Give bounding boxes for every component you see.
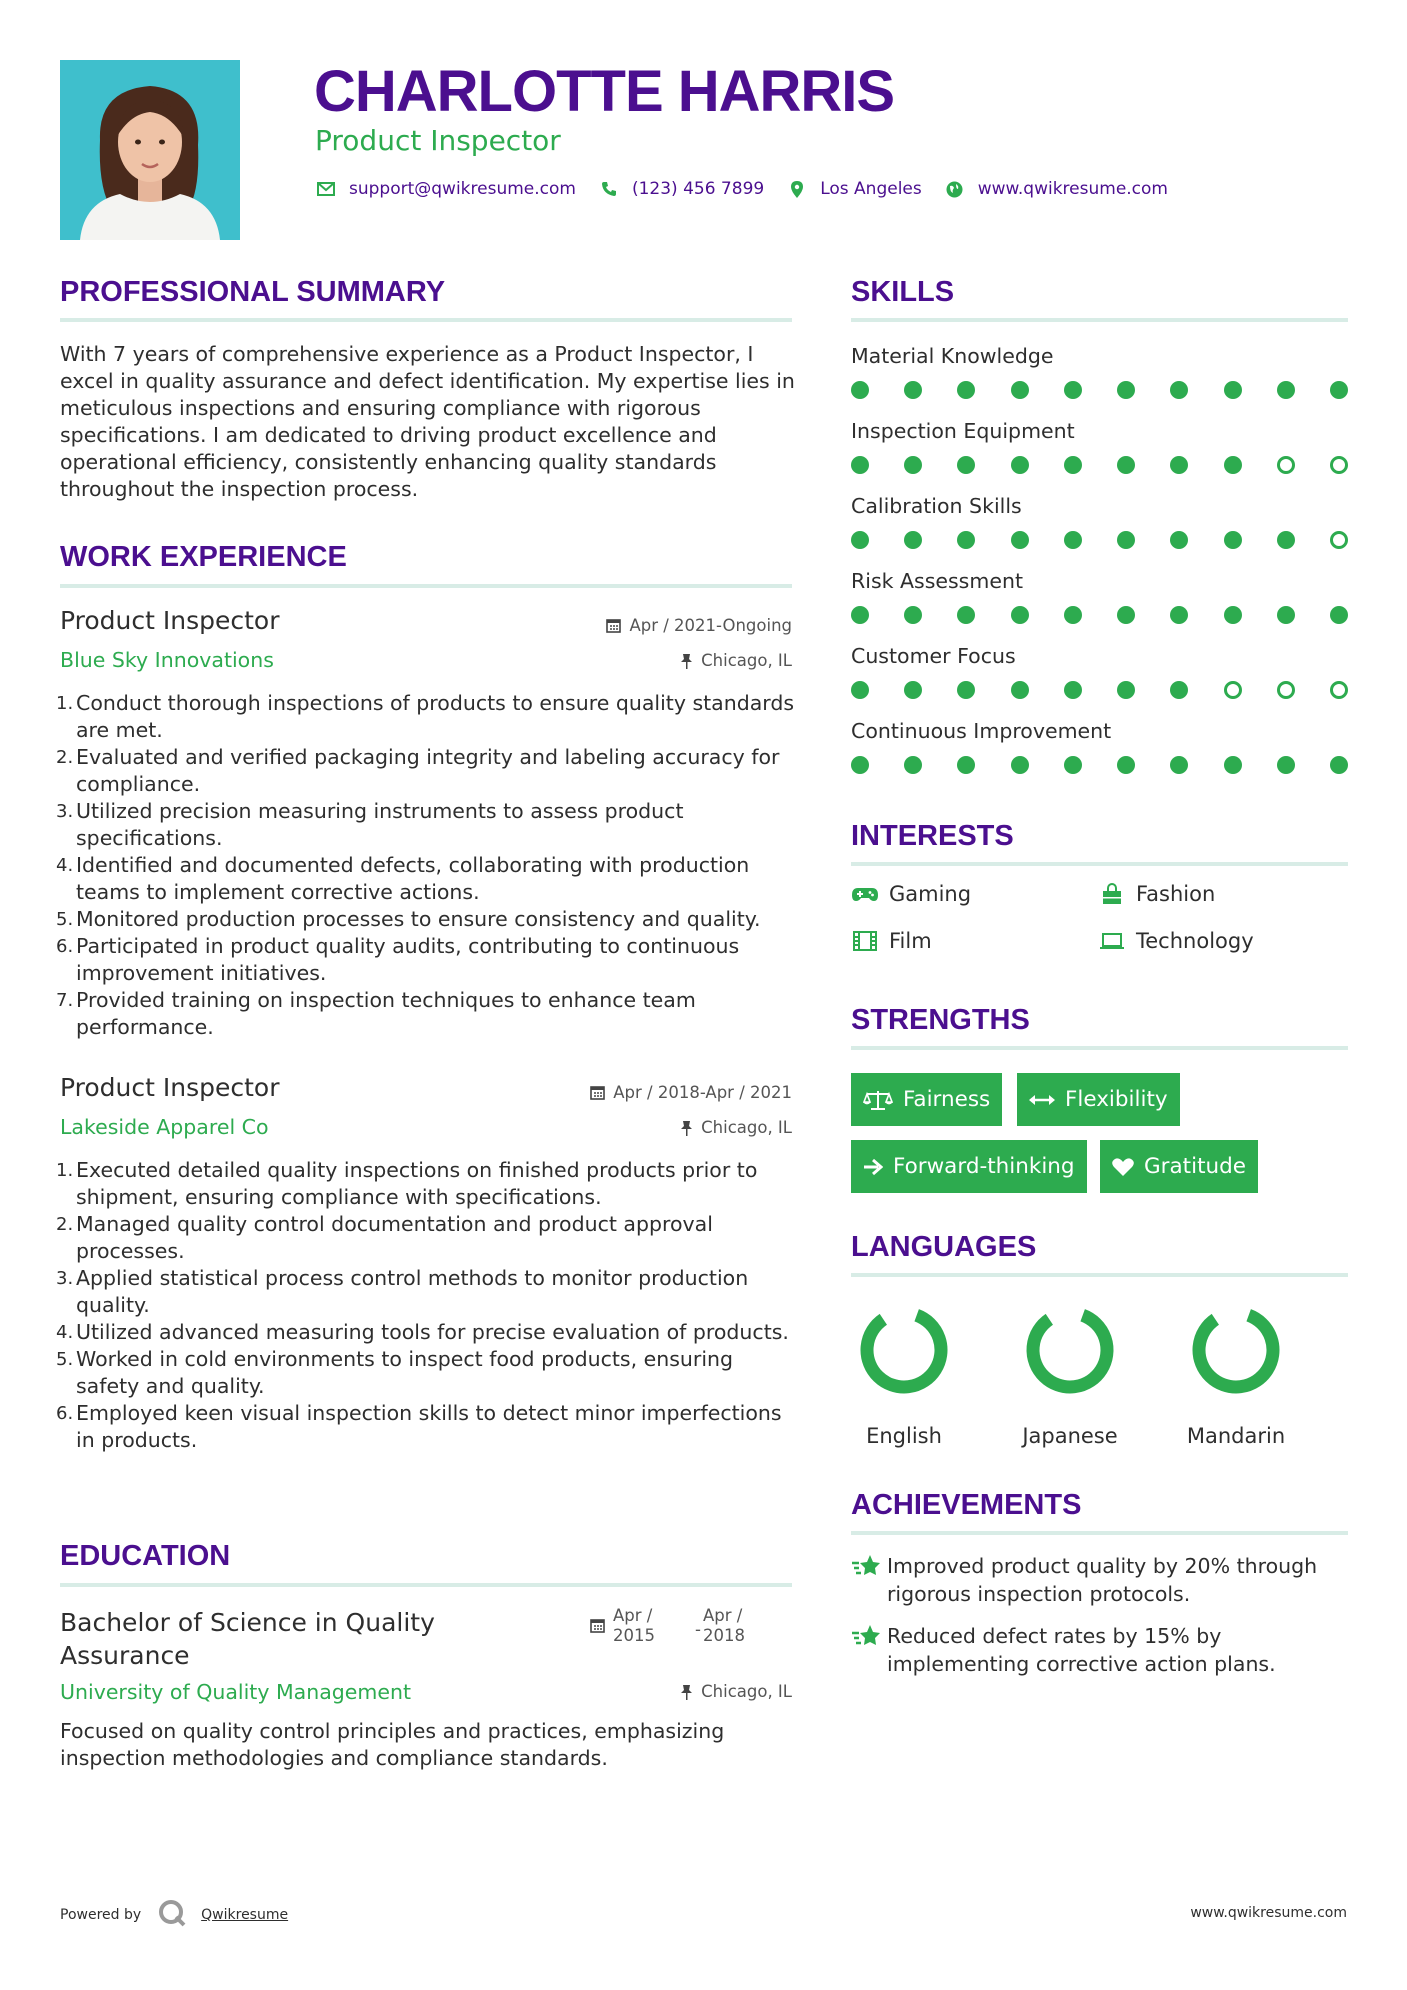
education-dates — [590, 1606, 745, 1646]
job-duties — [58, 690, 798, 1041]
rating-dot-filled — [1011, 456, 1029, 474]
rating-dot-empty — [1277, 456, 1295, 474]
rating-dot-filled — [1117, 756, 1135, 774]
achievement-item — [851, 1622, 1341, 1678]
job-dates-text: Apr / 2021-Ongoing — [629, 616, 792, 635]
date-separator: - — [695, 1620, 701, 1639]
education-end-year: 2018 — [702, 1626, 745, 1645]
rating-dot-filled — [957, 606, 975, 624]
skill-name: Continuous Improvement — [851, 719, 1112, 743]
qwikresume-logo-icon — [157, 1898, 187, 1932]
brand-link[interactable]: Qwikresume — [201, 1907, 289, 1923]
skill-rating — [851, 606, 1348, 624]
arrow-right-icon — [863, 1158, 883, 1176]
strength-chip-fairness — [851, 1073, 1002, 1126]
strength-chip-forward-thinking — [851, 1140, 1087, 1193]
job-location — [680, 1118, 792, 1137]
strength-label: Fairness — [903, 1087, 991, 1112]
rating-dot-filled — [1011, 681, 1029, 699]
language-name: Mandarin — [1186, 1424, 1286, 1448]
degree-title: Bachelor of Science in Quality Assurance — [60, 1608, 435, 1670]
language-name: English — [866, 1424, 942, 1448]
duty-item: 4. Identified and documented defects, collaborating with production teams to implement corrective actions. — [56, 853, 750, 904]
education-description: Focused on quality control principles and practices, emphasizing inspection methodologies and compliance standards. — [60, 1719, 725, 1770]
education-start-month: Apr / — [613, 1606, 653, 1625]
powered-by-text: Powered by — [60, 1907, 142, 1923]
rating-dot-filled — [1117, 456, 1135, 474]
interest-technology — [1098, 929, 1254, 953]
education-start-year: 2015 — [613, 1626, 655, 1645]
achievement-item — [851, 1552, 1341, 1608]
rating-dot-filled — [1064, 381, 1082, 399]
experience-divider — [60, 584, 792, 588]
rating-dot-filled — [851, 531, 869, 549]
rating-dot-filled — [1277, 381, 1295, 399]
calendar-icon — [590, 1085, 605, 1100]
skill-rating — [851, 756, 1348, 774]
calendar-icon — [590, 1618, 605, 1633]
language-item — [834, 1300, 974, 1448]
rating-dot-filled — [1277, 531, 1295, 549]
company-name: Blue Sky Innovations — [60, 648, 274, 672]
rating-dot-filled — [1064, 681, 1082, 699]
rating-dot-filled — [904, 756, 922, 774]
interest-label: Fashion — [1136, 882, 1216, 906]
interest-label: Film — [889, 929, 932, 953]
duty-item: 2. Evaluated and verified packaging integrity and labeling accuracy for compliance. — [56, 745, 780, 796]
duty-item: 1. Executed detailed quality inspections on finished products prior to shipment, ensuring compliance with specifications. — [56, 1158, 758, 1209]
job-dates — [606, 616, 792, 635]
achievement-text: Improved product quality by 20% through rigorous inspection protocols. — [887, 1554, 1318, 1606]
language-proficiency-ring — [854, 1300, 954, 1400]
rating-dot-filled — [904, 531, 922, 549]
interests-heading: INTERESTS — [851, 820, 1014, 852]
rating-dot-filled — [851, 681, 869, 699]
education-location-text: Chicago, IL — [701, 1682, 792, 1701]
job-title: Product Inspector — [60, 606, 280, 635]
rating-dot-filled — [1170, 456, 1188, 474]
rating-dot-filled — [1224, 381, 1242, 399]
phone-icon — [598, 178, 620, 200]
rating-dot-filled — [1170, 531, 1188, 549]
languages-heading: LANGUAGES — [851, 1231, 1037, 1263]
language-item — [1000, 1300, 1140, 1448]
rating-dot-empty — [1330, 456, 1348, 474]
rating-dot-filled — [957, 681, 975, 699]
rating-dot-filled — [957, 756, 975, 774]
rating-dot-filled — [1224, 531, 1242, 549]
balance-scale-icon — [863, 1089, 893, 1111]
rating-dot-filled — [1064, 606, 1082, 624]
rating-dot-filled — [1170, 606, 1188, 624]
website-text: www.qwikresume.com — [977, 179, 1168, 199]
education-end-month: Apr / — [702, 1606, 743, 1625]
rating-dot-filled — [904, 456, 922, 474]
job-title: Product Inspector — [60, 1073, 280, 1102]
job-location — [680, 651, 792, 670]
duty-item: 7. Provided training on inspection techniques to enhance team performance. — [56, 988, 696, 1039]
rating-dot-filled — [1224, 606, 1242, 624]
skill-name: Customer Focus — [851, 644, 1016, 668]
duty-item: 2. Managed quality control documentation and product approval processes. — [56, 1212, 713, 1263]
rating-dot-filled — [904, 381, 922, 399]
language-proficiency-arc — [867, 1315, 941, 1387]
location-text: Los Angeles — [820, 179, 922, 199]
rating-dot-filled — [1117, 381, 1135, 399]
candidate-title: Product Inspector — [315, 124, 561, 157]
contact-website[interactable] — [944, 178, 1168, 200]
rating-dot-filled — [1117, 606, 1135, 624]
film-icon — [851, 930, 879, 952]
skill-rating — [851, 531, 1348, 549]
interest-label: Gaming — [889, 882, 972, 906]
skill-rating — [851, 381, 1348, 399]
rating-dot-filled — [957, 381, 975, 399]
skill-name: Calibration Skills — [851, 494, 1022, 518]
skill-rating — [851, 456, 1348, 474]
contact-email[interactable] — [315, 178, 576, 200]
pushpin-icon — [680, 1120, 693, 1136]
rating-dot-filled — [1330, 606, 1348, 624]
interest-label: Technology — [1136, 929, 1254, 953]
duty-item: 3. Utilized precision measuring instruments to assess product specifications. — [56, 799, 684, 850]
skill-name: Risk Assessment — [851, 569, 1023, 593]
strength-chip-gratitude — [1100, 1140, 1258, 1193]
skill-name: Material Knowledge — [851, 344, 1054, 368]
contact-phone[interactable] — [598, 178, 764, 200]
skill-name: Inspection Equipment — [851, 419, 1075, 443]
interest-fashion — [1098, 882, 1215, 906]
experience-heading: WORK EXPERIENCE — [60, 541, 347, 573]
duty-item: 3. Applied statistical process control methods to monitor production quality. — [56, 1266, 749, 1317]
calendar-icon — [606, 618, 621, 633]
strength-chip-flexibility — [1017, 1073, 1180, 1126]
interest-film — [851, 929, 932, 953]
rating-dot-filled — [1117, 531, 1135, 549]
envelope-icon — [315, 178, 337, 200]
summary-divider — [60, 318, 792, 322]
rating-dot-filled — [1224, 456, 1242, 474]
rating-dot-empty — [1330, 681, 1348, 699]
contact-location — [786, 178, 922, 200]
rating-dot-filled — [1011, 381, 1029, 399]
pushpin-icon — [680, 653, 693, 669]
skills-heading: SKILLS — [851, 276, 955, 308]
rating-dot-filled — [1277, 756, 1295, 774]
rating-dot-filled — [1224, 756, 1242, 774]
duty-item: 5. Monitored production processes to ensure consistency and quality. — [56, 907, 761, 931]
rating-dot-filled — [1117, 681, 1135, 699]
duty-item: 6. Participated in product quality audits, contributing to continuous improvement initiatives. — [56, 934, 740, 985]
job-location-text: Chicago, IL — [701, 651, 792, 670]
language-proficiency-ring — [1020, 1300, 1120, 1400]
profile-photo — [60, 60, 240, 240]
rating-dot-filled — [957, 456, 975, 474]
rating-dot-empty — [1277, 681, 1295, 699]
skills-divider — [851, 318, 1348, 322]
rating-dot-filled — [1064, 531, 1082, 549]
achievements-heading: ACHIEVEMENTS — [851, 1489, 1082, 1521]
education-divider — [60, 1583, 792, 1587]
rating-dot-filled — [1170, 381, 1188, 399]
map-marker-icon — [786, 178, 808, 200]
rating-dot-filled — [1064, 456, 1082, 474]
phone-text: (123) 456 7899 — [631, 179, 765, 199]
achievement-text: Reduced defect rates by 15% by implementing corrective action plans. — [887, 1624, 1276, 1676]
star-icon — [851, 1554, 887, 1608]
candidate-name: CHARLOTTE HARRIS — [314, 59, 895, 124]
rating-dot-filled — [1011, 606, 1029, 624]
footer-website[interactable]: www.qwikresume.com — [1190, 1905, 1347, 1921]
summary-heading: PROFESSIONAL SUMMARY — [60, 276, 446, 308]
duty-item: 1. Conduct thorough inspections of products to ensure quality standards are met. — [56, 691, 795, 742]
rating-dot-filled — [851, 381, 869, 399]
rating-dot-filled — [851, 606, 869, 624]
summary-text: With 7 years of comprehensive experience as a Product Inspector, I excel in quality assurance and defect identification. My expertise lies in meticulous inspections and ensuring compliance with rigorous specifications. I am dedicated to driving product excellence and operational efficiency, consistently enhancing quality standards throughout the inspection process. — [60, 342, 795, 501]
job-dates — [590, 1083, 792, 1102]
rating-dot-filled — [1064, 756, 1082, 774]
gamepad-icon — [851, 883, 879, 905]
star-icon — [851, 1624, 887, 1678]
rating-dot-filled — [1277, 606, 1295, 624]
strengths-heading: STRENGTHS — [851, 1004, 1030, 1036]
company-name: Lakeside Apparel Co — [60, 1115, 269, 1139]
strength-label: Flexibility — [1065, 1087, 1168, 1112]
shopping-bag-icon — [1098, 883, 1126, 905]
laptop-icon — [1098, 930, 1126, 952]
rating-dot-filled — [851, 456, 869, 474]
strength-label: Forward-thinking — [893, 1154, 1075, 1179]
heart-icon — [1112, 1157, 1134, 1177]
rating-dot-filled — [851, 756, 869, 774]
duty-item: 6. Employed keen visual inspection skills to detect minor imperfections in products. — [56, 1401, 782, 1452]
rating-dot-filled — [1330, 756, 1348, 774]
language-proficiency-ring — [1186, 1300, 1286, 1400]
footer-powered-by — [60, 1898, 288, 1932]
email-text: support@qwikresume.com — [349, 179, 576, 199]
arrows-horizontal-icon — [1029, 1093, 1055, 1107]
rating-dot-filled — [1330, 381, 1348, 399]
rating-dot-filled — [957, 531, 975, 549]
rating-dot-filled — [1170, 756, 1188, 774]
strengths-divider — [851, 1046, 1348, 1050]
pushpin-icon — [680, 1684, 693, 1700]
job-dates-text: Apr / 2018-Apr / 2021 — [613, 1083, 792, 1102]
achievements-divider — [851, 1531, 1348, 1535]
rating-dot-filled — [1011, 531, 1029, 549]
rating-dot-filled — [1011, 756, 1029, 774]
strength-label: Gratitude — [1144, 1154, 1247, 1179]
rating-dot-filled — [904, 681, 922, 699]
language-name: Japanese — [1022, 1424, 1118, 1448]
education-location — [680, 1682, 792, 1701]
languages-divider — [851, 1273, 1348, 1277]
duty-item: 4. Utilized advanced measuring tools for precise evaluation of products. — [56, 1320, 789, 1344]
contact-bar — [315, 178, 1190, 200]
skill-rating — [851, 681, 1348, 699]
job-location-text: Chicago, IL — [701, 1118, 792, 1137]
language-item — [1166, 1300, 1306, 1448]
rating-dot-filled — [904, 606, 922, 624]
education-heading: EDUCATION — [60, 1540, 231, 1572]
language-proficiency-arc — [1033, 1315, 1107, 1387]
language-proficiency-arc — [1199, 1315, 1273, 1387]
job-duties — [58, 1157, 798, 1454]
school-name: University of Quality Management — [60, 1680, 412, 1704]
rating-dot-empty — [1330, 531, 1348, 549]
rating-dot-filled — [1170, 681, 1188, 699]
interests-divider — [851, 862, 1348, 866]
duty-item: 5. Worked in cold environments to inspect food products, ensuring safety and quality. — [56, 1347, 734, 1398]
interest-gaming — [851, 882, 971, 906]
globe-icon — [944, 178, 966, 200]
rating-dot-empty — [1224, 681, 1242, 699]
